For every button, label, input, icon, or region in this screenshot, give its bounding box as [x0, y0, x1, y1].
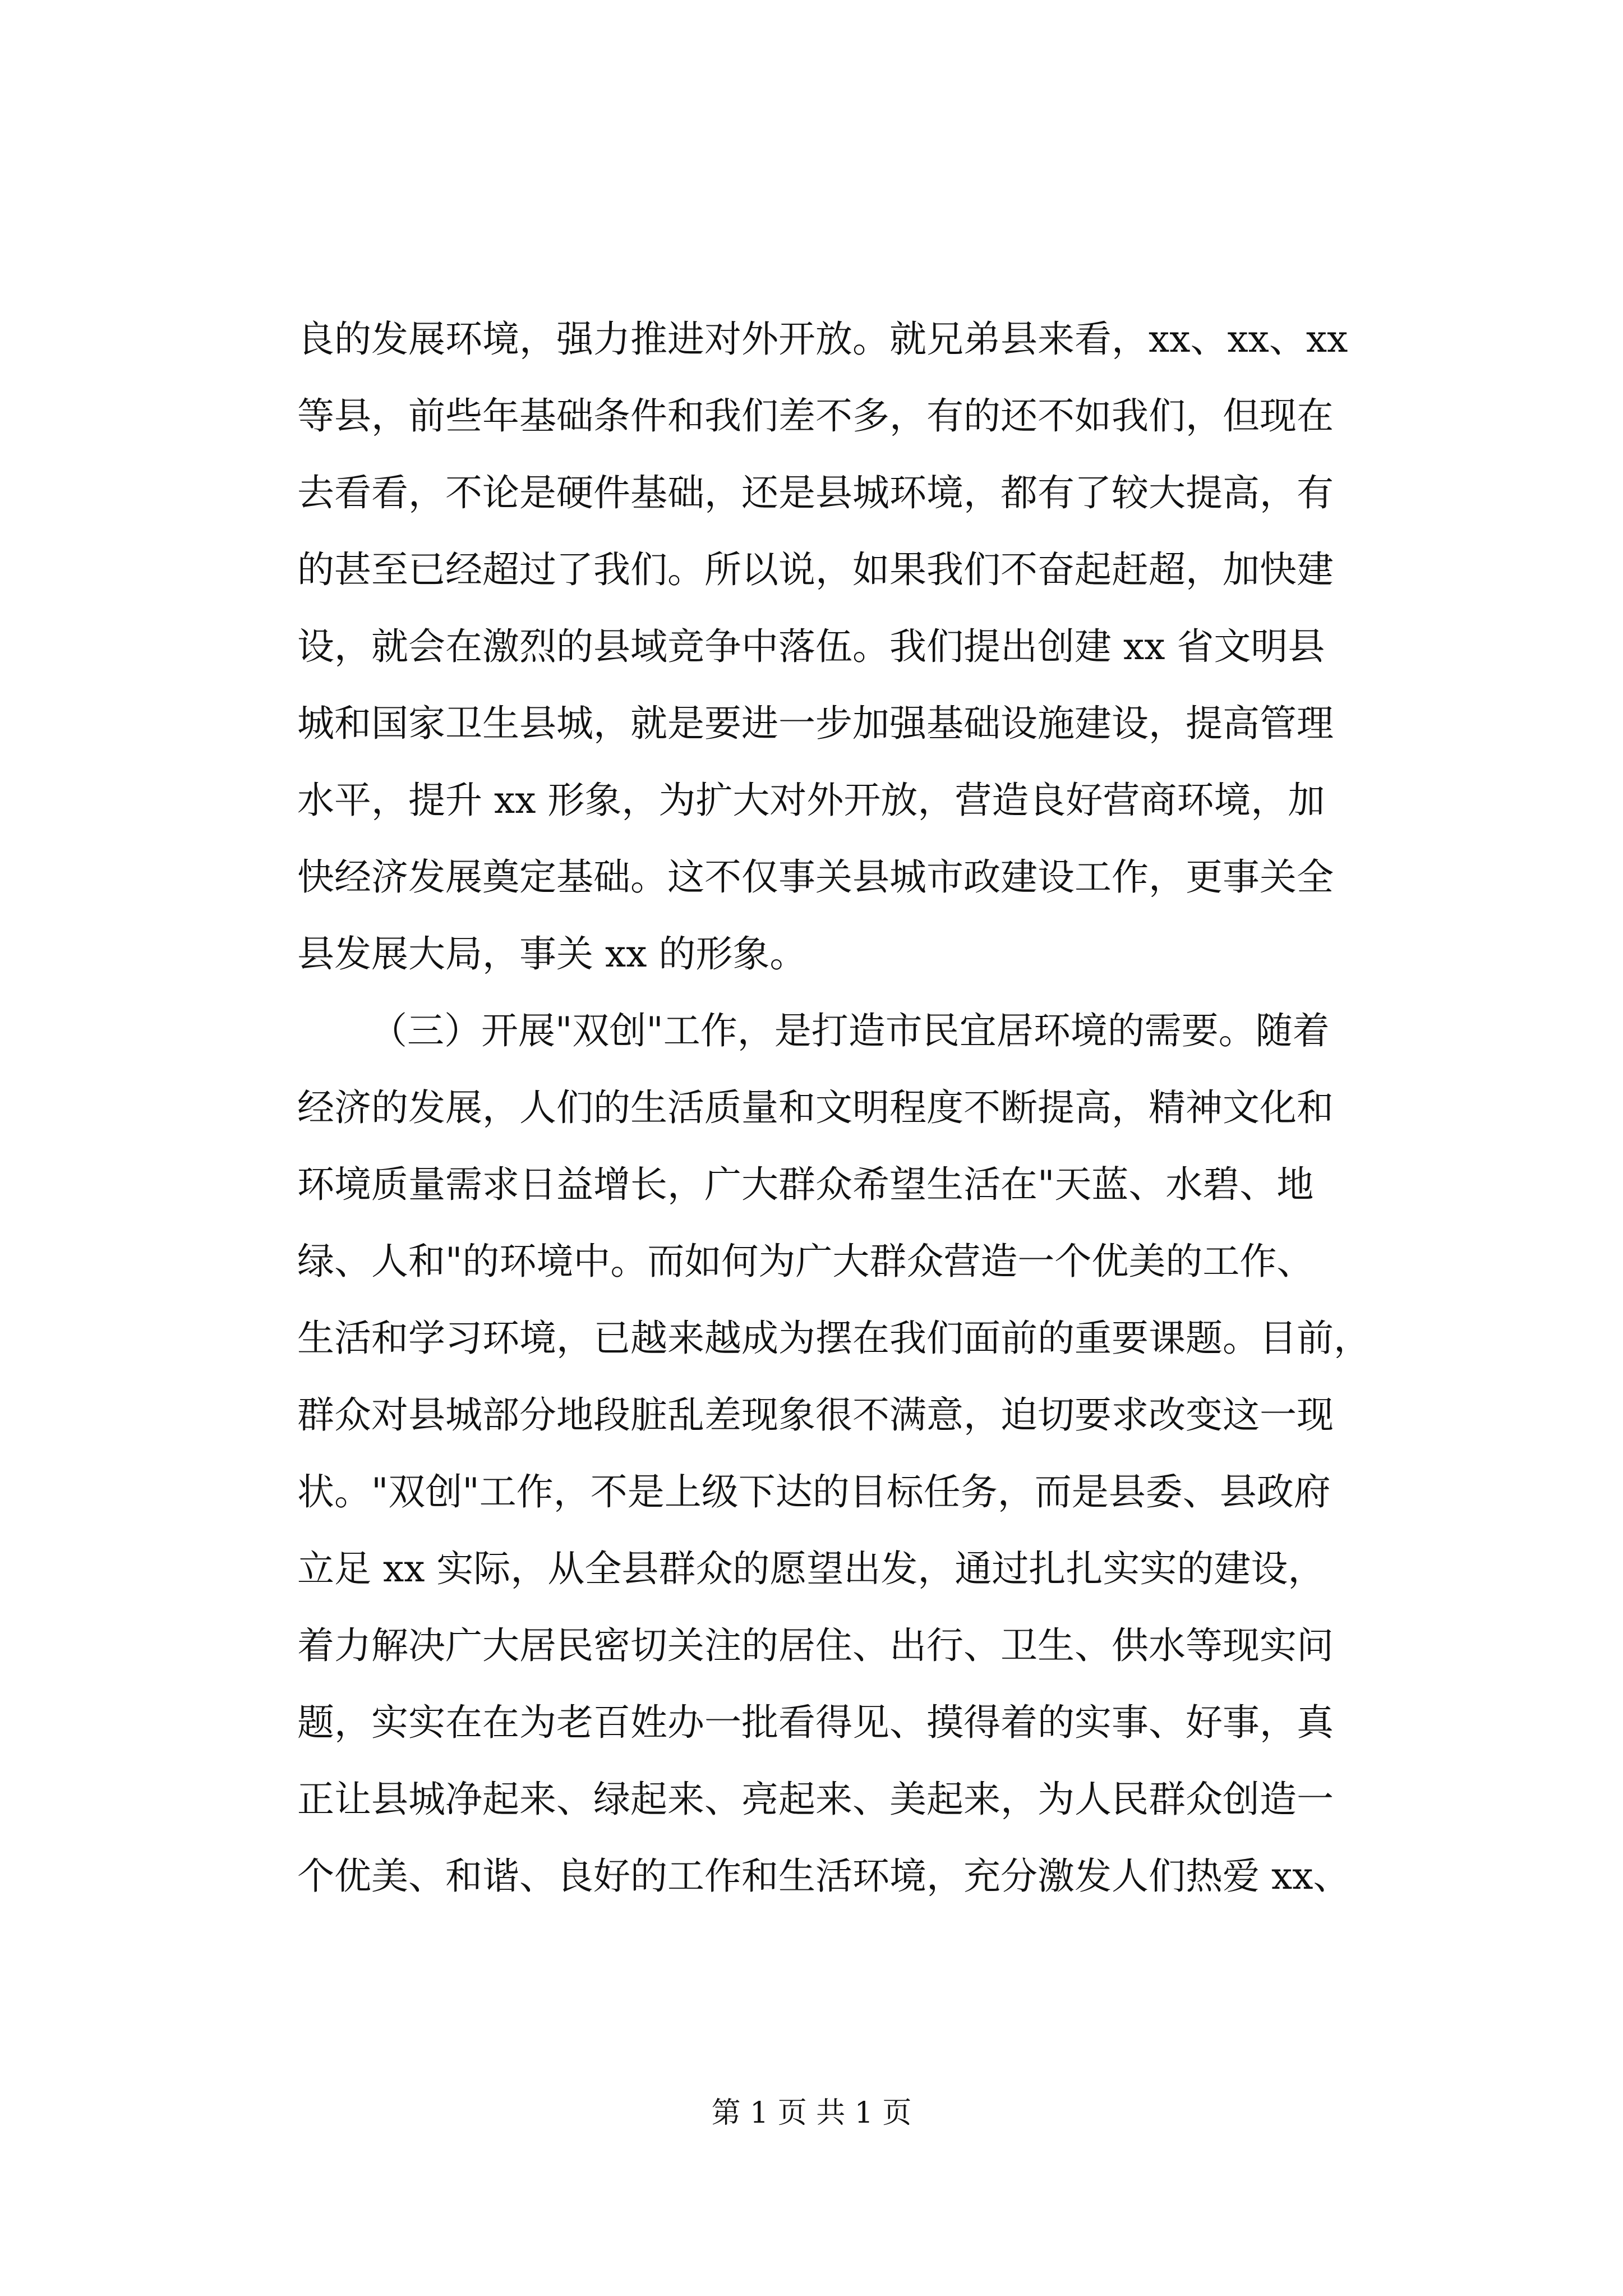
body-text-line: 个优美、和谐、良好的工作和生活环境，充分激发人们热爱 xx、: [297, 1855, 1350, 1898]
body-text-line: 着力解决广大居民密切关注的居住、出行、卫生、供水等现实问: [297, 1624, 1334, 1667]
body-text-line: 设，就会在激烈的县域竞争中落伍。我们提出创建 xx 省文明县: [297, 625, 1325, 668]
body-text-line: 良的发展环境，强力推进对外开放。就兄弟县来看，xx、xx、xx: [297, 318, 1348, 361]
body-text-line: 生活和学习环境，已越来越成为摆在我们面前的重要课题。目前，: [297, 1317, 1371, 1360]
body-text-line: 环境质量需求日益增长，广大群众希望生活在"天蓝、水碧、地: [297, 1163, 1314, 1206]
page-number-footer: 第 1 页 共 1 页: [711, 2096, 912, 2130]
body-text-line: 群众对县城部分地段脏乱差现象很不满意，迫切要求改变这一现: [297, 1393, 1334, 1437]
body-text-line: 正让县城净起来、绿起来、亮起来、美起来，为人民群众创造一: [297, 1778, 1334, 1821]
body-text-line: 县发展大局，事关 xx 的形象。: [297, 932, 807, 976]
body-text-line: 城和国家卫生县城，就是要进一步加强基础设施建设，提高管理: [297, 702, 1334, 745]
body-text-line: 水平，提升 xx 形象，为扩大对外开放，营造良好营商环境，加: [297, 779, 1325, 822]
body-text-line: 去看看，不论是硬件基础，还是县城环境，都有了较大提高，有: [297, 471, 1334, 514]
body-text-line: 题，实实在在为老百姓办一批看得见、摸得着的实事、好事，真: [297, 1701, 1334, 1744]
body-text-line: 状。"双创"工作，不是上级下达的目标任务，而是县委、县政府: [297, 1470, 1331, 1513]
body-text-line: 的甚至已经超过了我们。所以说，如果我们不奋起赶超，加快建: [297, 548, 1334, 591]
body-text-line: 快经济发展奠定基础。这不仅事关县城市政建设工作，更事关全: [297, 855, 1334, 899]
body-text-line: 绿、人和"的环境中。而如何为广大群众营造一个优美的工作、: [297, 1240, 1314, 1283]
body-text-line: 经济的发展，人们的生活质量和文明程度不断提高，精神文化和: [297, 1086, 1334, 1129]
body-text-line: 立足 xx 实际，从全县群众的愿望出发，通过扎扎实实的建设，: [297, 1547, 1325, 1590]
paragraph-first-line: （三）开展"双创"工作，是打造市民宜居环境的需要。随着: [370, 1009, 1330, 1052]
body-text-line: 等县，前些年基础条件和我们差不多，有的还不如我们，但现在: [297, 394, 1334, 438]
